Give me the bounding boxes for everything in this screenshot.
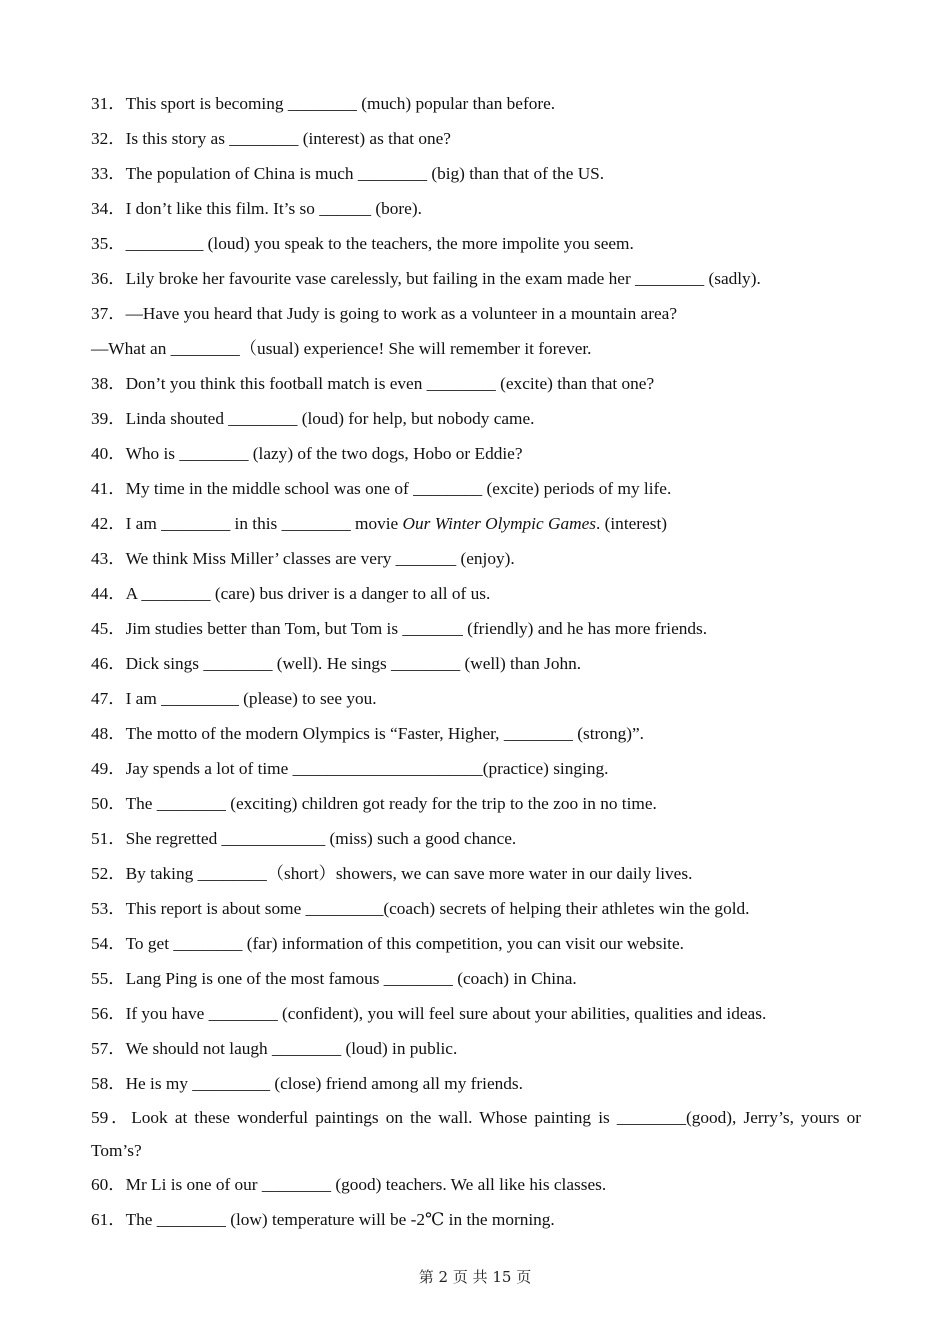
question-40 xyxy=(91,436,861,471)
question-text: This report is about some _________(coach) secrets of helping their athletes win the gold. xyxy=(125,899,750,918)
question-43 xyxy=(91,541,861,576)
question-47 xyxy=(91,681,861,716)
question-number: 32 ． xyxy=(91,129,126,148)
question-37-reply xyxy=(91,331,861,366)
question-61 xyxy=(91,1202,861,1237)
question-text: Dick sings ________ (well). He sings ________ (well) than John. xyxy=(125,654,582,673)
question-35 xyxy=(91,226,861,261)
question-text: Look at these wonderful paintings on the wall. Whose painting is ________(good), Jerry’s, yours or Tom’s? xyxy=(91,1108,861,1160)
question-number: 37 ． xyxy=(91,304,126,323)
question-number: 44 ． xyxy=(91,584,126,603)
question-53 xyxy=(91,891,861,926)
question-text: Linda shouted ________ (loud) for help, but nobody came. xyxy=(125,409,535,428)
question-36 xyxy=(91,261,861,296)
question-55 xyxy=(91,961,861,996)
question-text: Jay spends a lot of time ______________________(practice) singing. xyxy=(125,759,609,778)
question-number: 45 ． xyxy=(91,619,126,638)
question-text: She regretted ____________ (miss) such a good chance. xyxy=(125,829,517,848)
question-text: We think Miss Miller’ classes are very _______ (enjoy). xyxy=(125,549,515,568)
question-text: I don’t like this film. It’s so ______ (bore). xyxy=(125,199,422,218)
question-text: Lang Ping is one of the most famous ________ (coach) in China. xyxy=(125,969,577,988)
question-text: He is my _________ (close) friend among all my friends. xyxy=(125,1074,523,1093)
question-text: This sport is becoming ________ (much) popular than before. xyxy=(125,94,556,113)
question-49 xyxy=(91,751,861,786)
question-number: 56 ． xyxy=(91,1004,126,1023)
question-44 xyxy=(91,576,861,611)
question-57 xyxy=(91,1031,861,1066)
question-45 xyxy=(91,611,861,646)
worksheet-body xyxy=(91,86,861,1237)
question-number: 60 ． xyxy=(91,1175,126,1194)
question-text: I am ________ in this ________ movie xyxy=(125,514,403,533)
question-number: 42 ． xyxy=(91,514,126,533)
question-39 xyxy=(91,401,861,436)
question-number: 57 ． xyxy=(91,1039,126,1058)
question-number: 54 ． xyxy=(91,934,126,953)
question-text: We should not laugh ________ (loud) in public. xyxy=(125,1039,458,1058)
question-text: Jim studies better than Tom, but Tom is _______ (friendly) and he has more friends. xyxy=(125,619,708,638)
question-number: 31 ． xyxy=(91,94,126,113)
question-number: 59 ． xyxy=(91,1108,131,1127)
question-text: My time in the middle school was one of ________ (excite) periods of my life. xyxy=(125,479,672,498)
question-text: The ________ (low) temperature will be -2℃ in the morning. xyxy=(125,1210,555,1229)
question-number: 43 ． xyxy=(91,549,126,568)
question-number: 49 ． xyxy=(91,759,126,778)
question-number: 48 ． xyxy=(91,724,126,743)
question-number: 58 ． xyxy=(91,1074,126,1093)
question-text: The motto of the modern Olympics is “Faster, Higher, ________ (strong)”. xyxy=(125,724,644,743)
question-41 xyxy=(91,471,861,506)
question-31 xyxy=(91,86,861,121)
question-number: 52 ． xyxy=(91,864,126,883)
question-text: A ________ (care) bus driver is a danger to all of us. xyxy=(125,584,491,603)
question-34 xyxy=(91,191,861,226)
question-51 xyxy=(91,821,861,856)
question-54 xyxy=(91,926,861,961)
question-60 xyxy=(91,1167,861,1202)
question-number: 47 ． xyxy=(91,689,126,708)
question-text: Mr Li is one of our ________ (good) teachers. We all like his classes. xyxy=(125,1175,607,1194)
question-32 xyxy=(91,121,861,156)
question-number: 39 ． xyxy=(91,409,126,428)
question-text: Who is ________ (lazy) of the two dogs, Hobo or Eddie? xyxy=(125,444,523,463)
question-38 xyxy=(91,366,861,401)
question-number: 50 ． xyxy=(91,794,126,813)
question-number: 51 ． xyxy=(91,829,126,848)
question-50 xyxy=(91,786,861,821)
question-number: 46 ． xyxy=(91,654,126,673)
question-33 xyxy=(91,156,861,191)
question-number: 36 ． xyxy=(91,269,126,288)
question-number: 61 ． xyxy=(91,1210,126,1229)
question-text: If you have ________ (confident), you will feel sure about your abilities, qualities and ideas. xyxy=(125,1004,767,1023)
question-text: I am _________ (please) to see you. xyxy=(125,689,377,708)
question-number: 40 ． xyxy=(91,444,126,463)
question-text-end: . (interest) xyxy=(595,514,667,533)
question-text: —What an ________（usual) experience! She will remember it forever. xyxy=(91,339,592,358)
question-text: The population of China is much ________ (big) than that of the US. xyxy=(125,164,605,183)
question-number: 33 ． xyxy=(91,164,126,183)
question-number: 38 ． xyxy=(91,374,126,393)
question-number: 53 ． xyxy=(91,899,126,918)
question-text: —Have you heard that Judy is going to work as a volunteer in a mountain area? xyxy=(125,304,677,323)
question-text: Is this story as ________ (interest) as that one? xyxy=(125,129,451,148)
question-37 xyxy=(91,296,861,331)
question-text: _________ (loud) you speak to the teachers, the more impolite you seem. xyxy=(125,234,634,253)
question-48 xyxy=(91,716,861,751)
question-56 xyxy=(91,996,861,1031)
question-number: 41 ． xyxy=(91,479,126,498)
question-52 xyxy=(91,856,861,891)
movie-title: Our Winter Olympic Games xyxy=(402,514,596,533)
question-59 xyxy=(91,1101,861,1167)
question-number: 55 ． xyxy=(91,969,126,988)
question-42 xyxy=(91,506,861,541)
question-text: By taking ________（short）showers, we can save more water in our daily lives. xyxy=(125,864,693,883)
page-footer: 第 2 页 共 15 页 xyxy=(418,1268,532,1286)
question-text: Lily broke her favourite vase carelessly, but failing in the exam made her ________ (sadly). xyxy=(125,269,761,288)
question-text: Don’t you think this football match is even ________ (excite) than that one? xyxy=(125,374,655,393)
question-number: 34 ． xyxy=(91,199,126,218)
question-58 xyxy=(91,1066,861,1101)
question-46 xyxy=(91,646,861,681)
question-text: To get ________ (far) information of this competition, you can visit our website. xyxy=(125,934,684,953)
question-number: 35 ． xyxy=(91,234,126,253)
question-text: The ________ (exciting) children got ready for the trip to the zoo in no time. xyxy=(125,794,657,813)
